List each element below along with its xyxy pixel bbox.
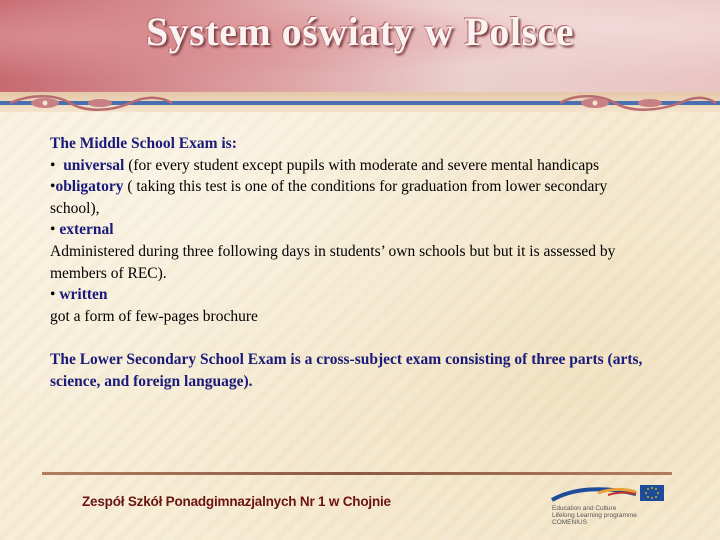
slide-title: System oświaty w Polsce [145,9,575,54]
term-external: external [59,221,114,239]
desc-obligatory: ( taking this test is one of the conditions for graduation from lower secondary school), [50,178,608,217]
term-universal: universal [63,156,125,174]
term-obligatory: obligatory [55,178,124,196]
term-written: written [59,286,108,304]
school-name: Zespół Szkół Ponadgimnazjalnych Nr 1 w Chojnie [82,494,391,509]
intro-heading: The Middle School Exam is: [50,135,237,152]
desc-external: Administered during three following days in students’ own schools but but it is assessed by members of REC). [50,242,616,282]
logo-line-3: COMENIUS [552,519,588,526]
decorative-ornament [0,92,720,114]
footer-divider [42,472,672,475]
bullet-universal [50,155,650,177]
bullet-mark: • [50,156,56,174]
bullet-mark: • [50,221,56,239]
logo-line-1: Education and Culture [552,505,617,512]
desc-universal: (for every student except pupils with moderate and severe mental handicaps [128,156,600,174]
summary-text: The Lower Secondary School Exam is a cross-subject exam consisting of three parts (arts, science, and foreign language). [50,350,643,390]
spacer [50,327,650,349]
desc-written: got a form of few-pages brochure [50,307,258,325]
bullet-obligatory [50,176,650,219]
bullet-mark: • [50,178,56,196]
bullet-written [50,284,650,306]
bullet-external [50,219,650,241]
header-banner [0,0,720,92]
bullet-mark: • [50,286,56,304]
body-text [50,133,650,392]
logo-line-2: Lifelong Learning programme [552,512,637,519]
